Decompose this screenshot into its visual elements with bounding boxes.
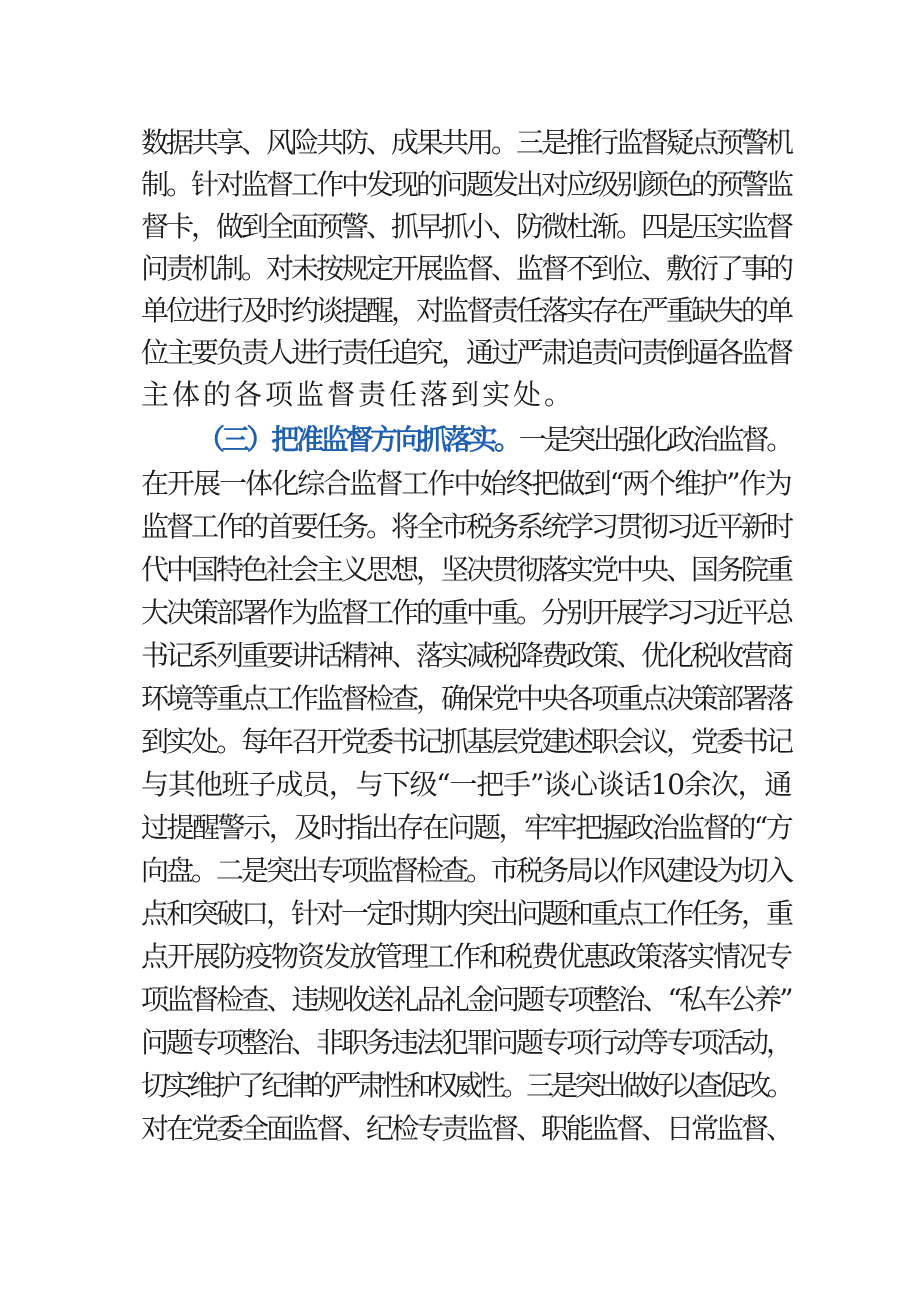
section-first-line-text: 一是突出强化政治监督。	[518, 423, 792, 456]
text-line: 到实处。每年召开党委书记抓基层党建述职会议，党委书记	[141, 725, 792, 758]
text-line: 问题专项整治、非职务违法犯罪问题专项行动等专项活动，	[141, 1026, 792, 1059]
text-line: 书记系列重要讲话精神、落实减税降费政策、优化税收营商	[141, 639, 792, 672]
text-line: 单位进行及时约谈提醒，对监督责任落实存在严重缺失的单	[141, 294, 792, 327]
text-line: 与其他班子成员，与下级“一把手”谈心谈话10余次，通	[141, 768, 792, 801]
text-line: 大决策部署作为监督工作的重中重。分别开展学习习近平总	[141, 596, 792, 629]
text-line: 点和突破口，针对一定时期内突出问题和重点工作任务，重	[141, 897, 792, 930]
section-heading-line	[197, 419, 791, 461]
text-line: 代中国特色社会主义思想，坚决贯彻落实党中央、国务院重	[141, 553, 792, 586]
text-line: 向盘。二是突出专项监督检查。市税务局以作风建设为切入	[141, 854, 792, 887]
section-heading: （三）把准监督方向抓落实。	[197, 423, 519, 456]
text-line: 监督工作的首要任务。将全市税务系统学习贯彻习近平新时	[141, 510, 792, 543]
text-line: 环境等重点工作监督检查，确保党中央各项重点决策部署落	[141, 682, 792, 715]
text-line: 项监督检查、违规收送礼品礼金问题专项整治、“私车公养”	[141, 983, 791, 1016]
text-line: 在开展一体化综合监督工作中始终把做到“两个维护”作为	[141, 467, 791, 500]
text-line: 问责机制。对未按规定开展监督、监督不到位、敷衍了事的	[141, 252, 792, 285]
text-line: 过提醒警示，及时指出存在问题，牢牢把握政治监督的“方	[141, 811, 792, 844]
text-line: 切实维护了纪律的严肃性和权威性。三是突出做好以查促改。	[141, 1069, 792, 1102]
text-line: 制。针对监督工作中发现的问题发出对应级别颜色的预警监	[141, 168, 792, 201]
text-line: 督卡，做到全面预警、抓早抓小、防微杜渐。四是压实监督	[141, 210, 792, 243]
text-line: 点开展防疫物资发放管理工作和税费优惠政策落实情况专	[141, 940, 792, 973]
text-line: 对在党委全面监督、纪检专责监督、职能监督、日常监督、	[141, 1112, 792, 1145]
text-line: 主体的各项监督责任落到实处。	[141, 378, 576, 411]
text-line: 数据共享、风险共防、成果共用。三是推行监督疑点预警机	[141, 126, 792, 159]
text-line: 位主要负责人进行责任追究，通过严肃追责问责倒逼各监督	[141, 336, 792, 369]
